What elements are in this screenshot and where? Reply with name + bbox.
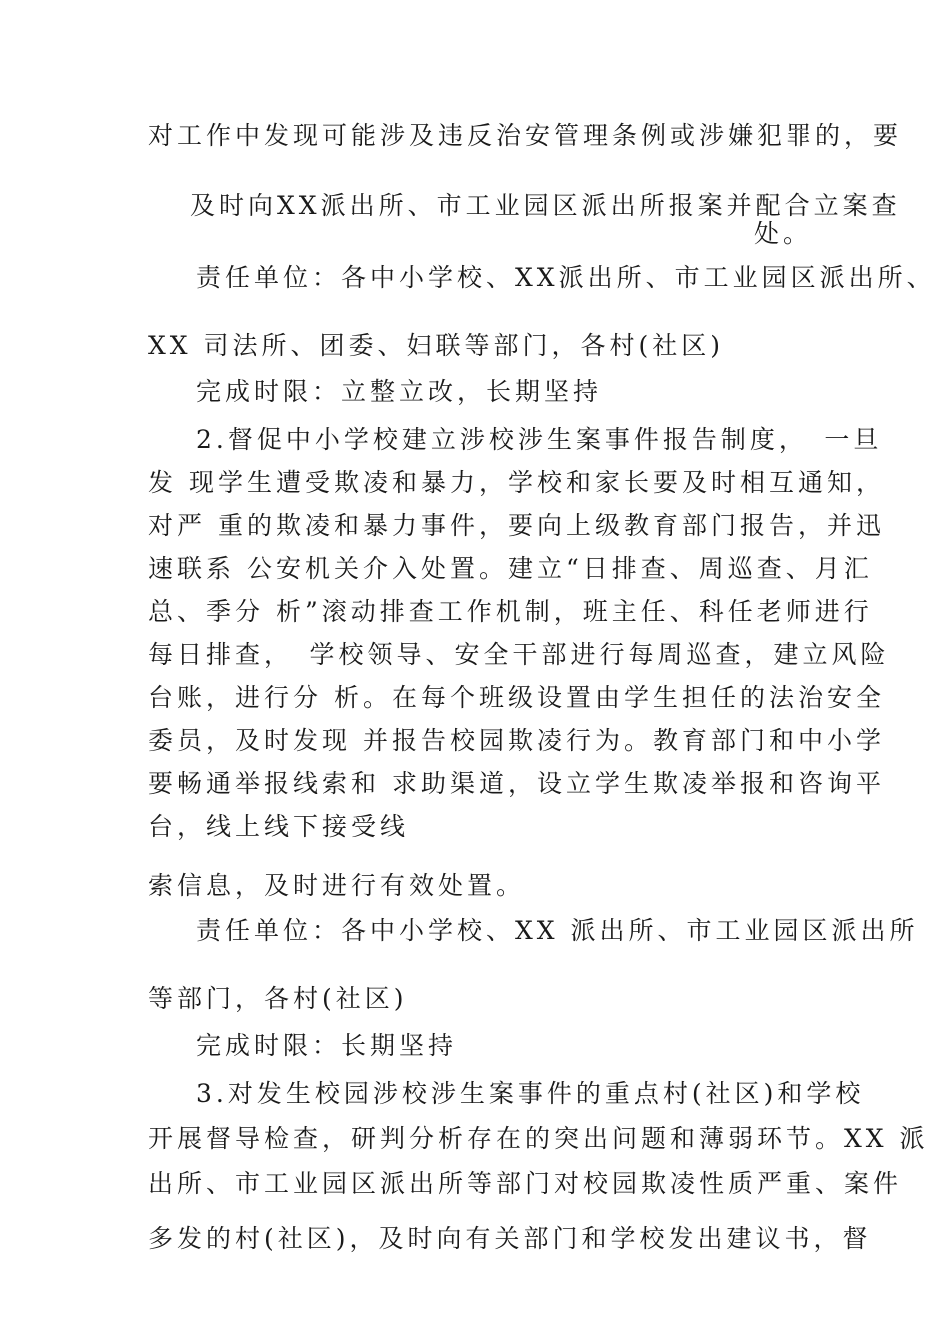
text-line: 发 现学生遭受欺凌和暴力，学校和家长要及时相互通知， (148, 468, 885, 497)
text-line: 责任单位：各中小学校、XX 派出所、市工业园区派出所 (196, 916, 919, 945)
text-line: 责任单位：各中小学校、XX派出所、市工业园区派出所、 (196, 263, 936, 292)
text-line: 2.督促中小学校建立涉校涉生案事件报告制度， 一旦 (196, 425, 883, 454)
text-line: 总、季分 析”滚动排查工作机制，班主任、科任老师进行 (148, 597, 873, 626)
text-line: 对工作中发现可能涉及违反治安管理条例或涉嫌犯罪的，要 (148, 121, 903, 150)
text-line: 要畅通举报线索和 求助渠道，设立学生欺凌举报和咨询平 (148, 769, 885, 798)
text-line: 台，线上线下接受线 (148, 812, 410, 841)
text-line: 索信息，及时进行有效处置。 (148, 871, 526, 900)
text-line: 委员，及时发现 并报告校园欺凌行为。教育部门和中小学 (148, 726, 885, 755)
text-line: 每日排查， 学校领导、安全干部进行每周巡查，建立风险 (148, 640, 890, 669)
text-line: 出所、市工业园区派出所等部门对校园欺凌性质严重、案件 (148, 1169, 903, 1198)
text-line: 完成时限：长期坚持 (196, 1031, 458, 1060)
text-line: 及时向XX派出所、市工业园区派出所报案并配合立案查 (190, 191, 901, 220)
text-line: 台账，进行分 析。在每个班级设置由学生担任的法治安全 (148, 683, 885, 712)
text-line: 等部门，各村(社区) (148, 984, 408, 1013)
text-line: 开展督导检查，研判分析存在的突出问题和薄弱环节。XX 派 (148, 1124, 929, 1153)
text-line: XX 司法所、团委、妇联等部门，各村(社区) (148, 331, 725, 360)
text-line: 对严 重的欺凌和暴力事件，要向上级教育部门报告，并迅 (148, 511, 885, 540)
text-line: 速联系 公安机关介入处置。建立“日排查、周巡查、月汇 (148, 554, 873, 583)
text-line: 完成时限：立整立改，长期坚持 (196, 377, 603, 406)
text-line: 3.对发生校园涉校涉生案事件的重点村(社区)和学校 (196, 1079, 865, 1108)
text-line: 多发的村(社区)，及时向有关部门和学校发出建议书，督 (148, 1224, 872, 1253)
text-line: 处。 (753, 219, 812, 248)
